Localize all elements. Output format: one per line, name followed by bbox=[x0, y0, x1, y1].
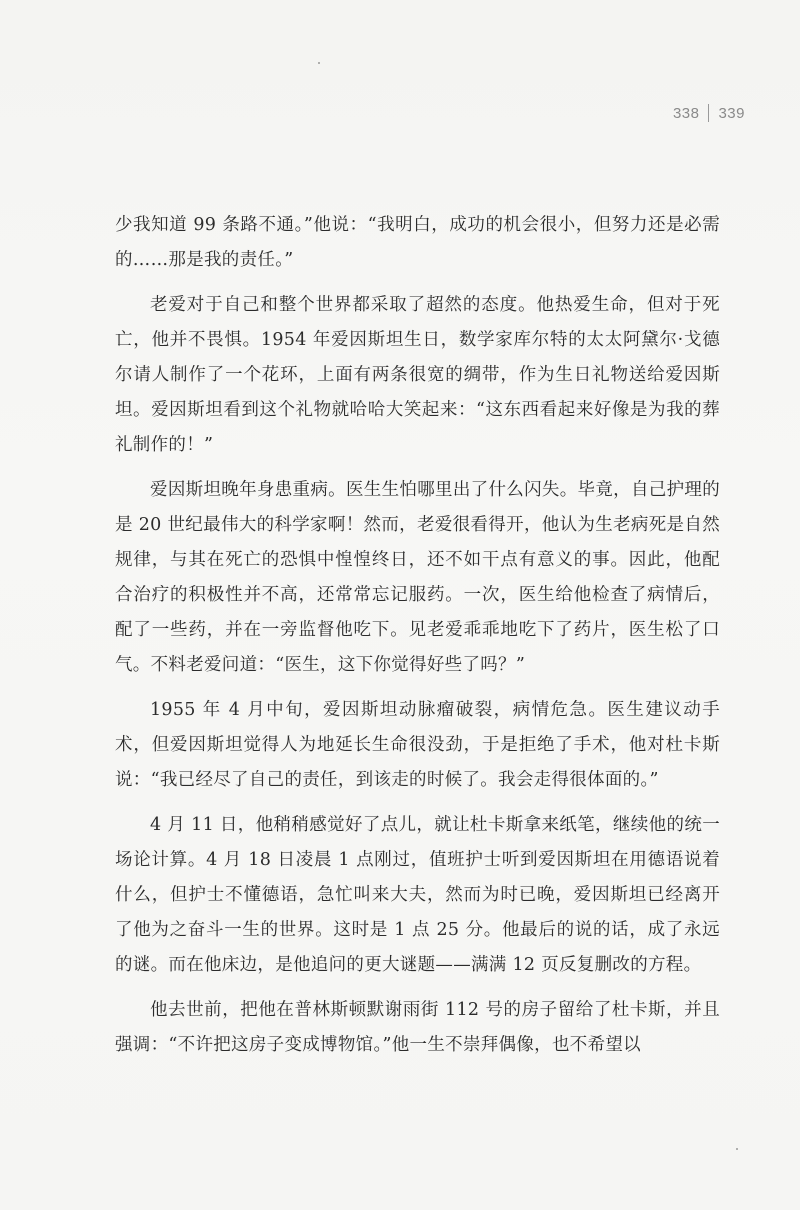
page-number-header bbox=[673, 104, 745, 122]
paragraph: 少我知道 99 条路不通。”他说：“我明白，成功的机会很小，但努力还是必需的……那是我的责任。” bbox=[115, 215, 720, 270]
scan-speck bbox=[736, 1148, 738, 1150]
scan-speck bbox=[318, 62, 320, 64]
body-text bbox=[115, 208, 720, 1073]
paragraph: 4 月 11 日，他稍稍感觉好了点儿，就让杜卡斯拿来纸笔，继续他的统一场论计算。4 月 18 日凌晨 1 点刚过，值班护士听到爱因斯坦在用德语说着什么，但护士不懂德语，急忙叫来大夫，然而为时已晚，爱因斯坦已经离开了他为之奋斗一生的世界。这时是 1 点 25 分。他最后的说的话，成了永远的谜。而在他床边，是他追问的更大谜题——满满 12 页反复删改的方程。 bbox=[115, 815, 720, 975]
page-number-divider bbox=[708, 104, 709, 122]
paragraph: 爱因斯坦晚年身患重病。医生生怕哪里出了什么闪失。毕竟，自己护理的是 20 世纪最伟大的科学家啊！然而，老爱很看得开，他认为生老病死是自然规律，与其在死亡的恐惧中惶惶终日，还不如干点有意义的事。因此，他配合治疗的积极性并不高，还常常忘记服药。一次，医生给他检查了病情后，配了一些药，并在一旁监督他吃下。见老爱乖乖地吃下了药片，医生松了口气。不料老爱问道：“医生，这下你觉得好些了吗？” bbox=[115, 480, 720, 675]
paragraph: 老爱对于自己和整个世界都采取了超然的态度。他热爱生命，但对于死亡，他并不畏惧。1954 年爱因斯坦生日，数学家库尔特的太太阿黛尔·戈德尔请人制作了一个花环，上面有两条很宽的绸带，作为生日礼物送给爱因斯坦。爱因斯坦看到这个礼物就哈哈大笑起来：“这东西看起来好像是为我的葬礼制作的！” bbox=[115, 295, 720, 455]
page-number-left: 338 bbox=[672, 104, 700, 122]
paragraph: 他去世前，把他在普林斯顿默谢雨街 112 号的房子留给了杜卡斯，并且强调：“不许把这房子变成博物馆。”他一生不崇拜偶像，也不希望以 bbox=[115, 1000, 720, 1055]
page-number-right: 339 bbox=[718, 104, 745, 122]
paragraph: 1955 年 4 月中旬，爱因斯坦动脉瘤破裂，病情危急。医生建议动手术，但爱因斯坦觉得人为地延长生命很没劲，于是拒绝了手术，他对杜卡斯说：“我已经尽了自己的责任，到该走的时候了。我会走得很体面的。” bbox=[115, 700, 720, 790]
